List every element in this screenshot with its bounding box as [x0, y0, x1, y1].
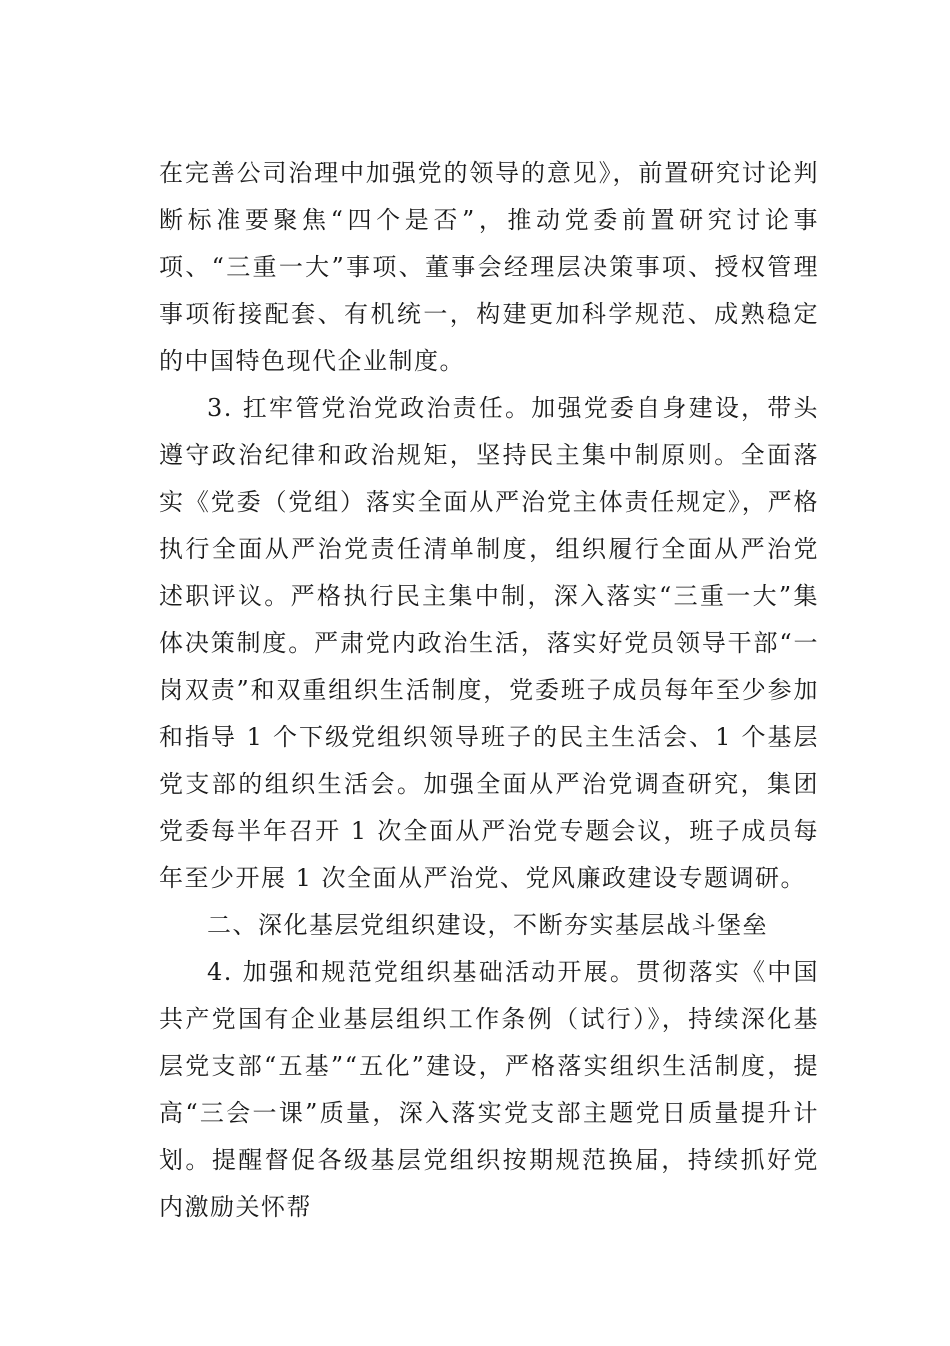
document-body — [159, 150, 819, 1231]
paragraph-item-3: 3. 扛牢管党治党政治责任。加强党委自身建设，带头遵守政治纪律和政治规矩，坚持民主集中制原则。全面落实《党委（党组）落实全面从严治党主体责任规定》，严格执行全面从严治党责任清单制度，组织履行全面从严治党述职评议。严格执行民主集中制，深入落实“三重一大”集体决策制度。严肃党内政治生活，落实好党员领导干部“一岗双责”和双重组织生活制度，党委班子成员每年至少参加和指导 1 个下级党组织领导班子的民主生活会、1 个基层党支部的组织生活会。加强全面从严治党调查研究，集团党委每半年召开 1 次全面从严治党专题会议，班子成员每年至少开展 1 次全面从严治党、党风廉政建设专题调研。 — [159, 394, 819, 892]
section-heading-2: 二、深化基层党组织建设，不断夯实基层战斗堡垒 — [207, 911, 768, 939]
paragraph-item-4: 4. 加强和规范党组织基础活动开展。贯彻落实《中国共产党国有企业基层组织工作条例（试行）》，持续深化基层党支部“五基”“五化”建设，严格落实组织生活制度，提高“三会一课”质量，深入落实党支部主题党日质量提升计划。提醒督促各级基层党组织按期规范换届，持续抓好党内激励关怀帮 — [159, 958, 819, 1221]
paragraph-continuation: 在完善公司治理中加强党的领导的意见》，前置研究讨论判断标准要聚焦“四个是否”，推动党委前置研究讨论事项、“三重一大”事项、董事会经理层决策事项、授权管理事项衔接配套、有机统一，构建更加科学规范、成熟稳定的中国特色现代企业制度。 — [159, 159, 819, 375]
